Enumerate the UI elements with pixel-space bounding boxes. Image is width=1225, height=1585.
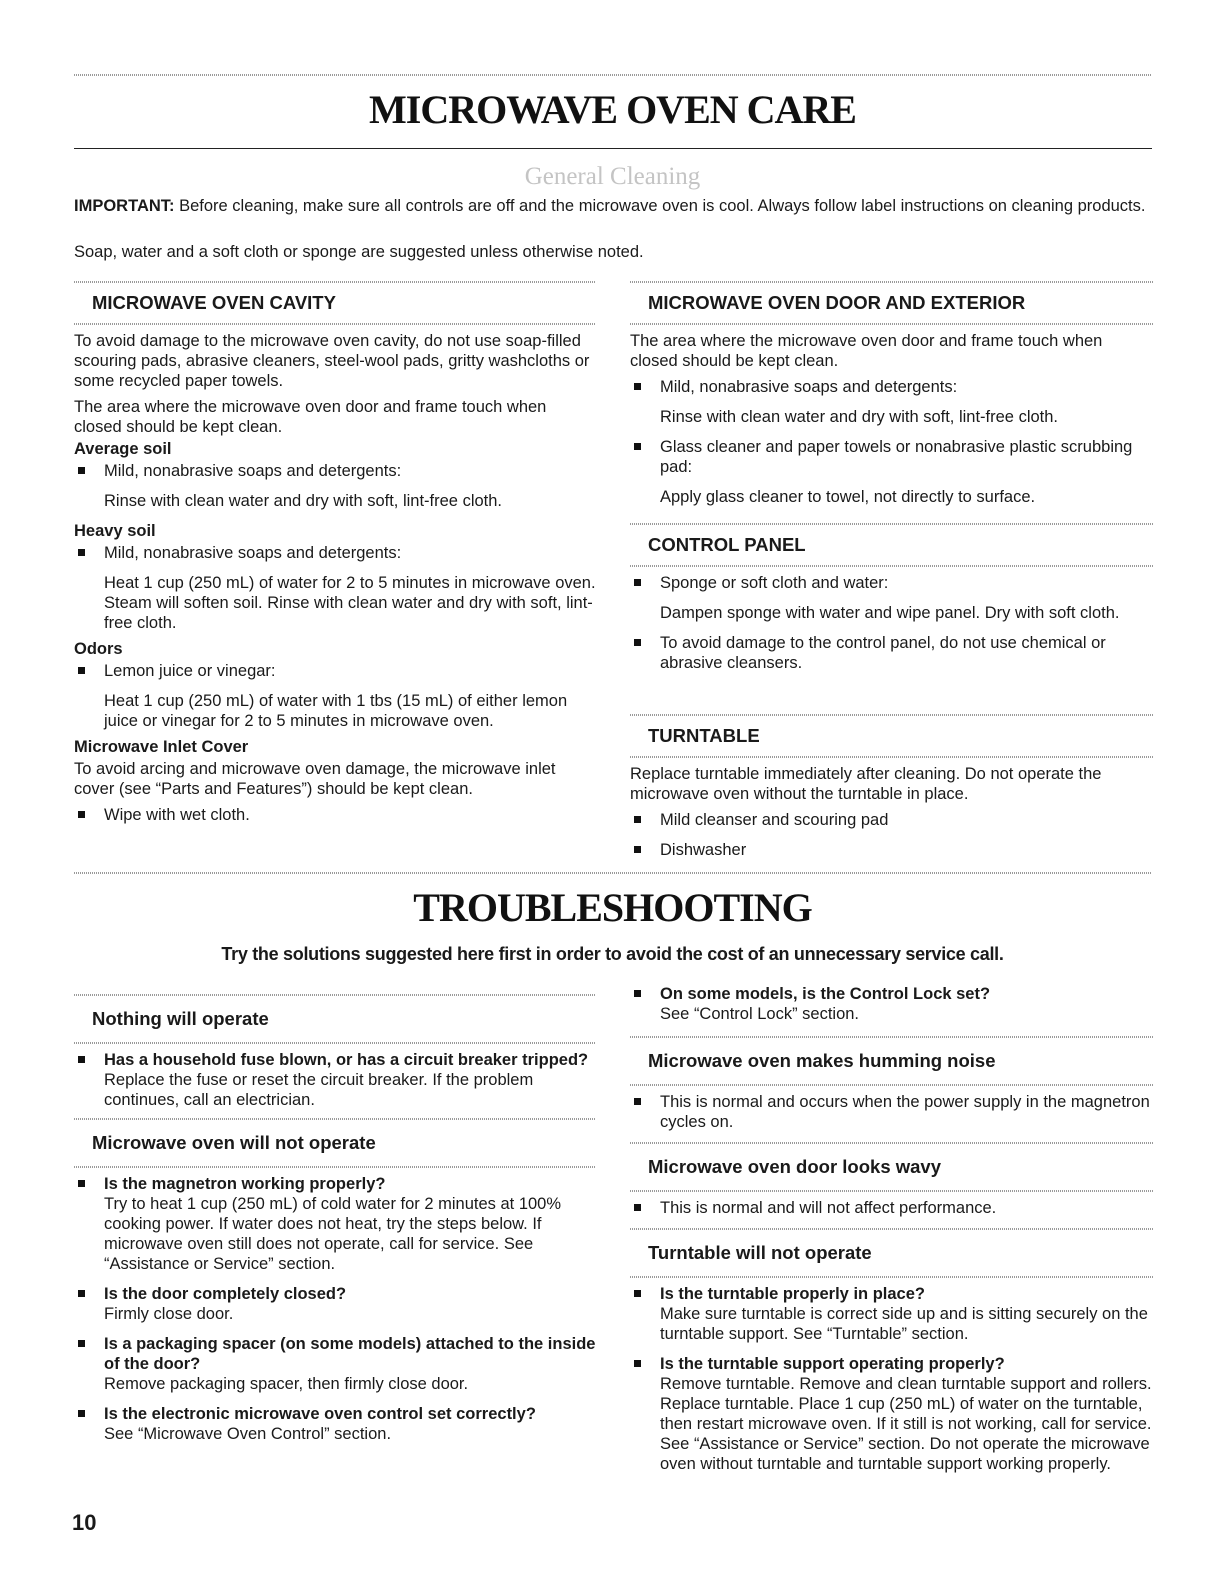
top-dotted-rule [74,74,1152,76]
oven-not-operate-heading: Microwave oven will not operate [74,1126,596,1160]
control-bullet-2: To avoid damage to the control panel, do not use chemical or abrasive cleansers. [630,633,1154,673]
nothing-q1: Has a household fuse blown, or has a circuit breaker tripped? [104,1051,589,1069]
wavy-heading: Microwave oven door looks wavy [630,1150,1154,1184]
turntable-q2: Is the turntable support operating properly? [660,1355,1005,1373]
average-soil-detail: Rinse with clean water and dry with soft, lint-free cloth. [104,492,503,510]
turntable-q1: Is the turntable properly in place? [660,1285,925,1303]
important-note [74,196,1154,216]
door-detail-1: Rinse with clean water and dry with soft, lint-free cloth. [660,408,1059,426]
inlet-cover-label: Microwave Inlet Cover [74,738,249,756]
door-bullet-2: Glass cleaner and paper towels or nonabrasive plastic scrubbing pad: [630,437,1154,477]
control-panel-section [630,523,1154,679]
trouble-right-column [630,984,1154,1484]
heavy-soil-bullet: Mild, nonabrasive soaps and detergents: [74,543,596,563]
door-bullet-1: Mild, nonabrasive soaps and detergents: [630,377,1154,397]
heavy-soil-label: Heavy soil [74,522,156,540]
page-number: 10 [72,1510,97,1535]
control-detail-1: Dampen sponge with water and wipe panel. Dry with soft cloth. [660,604,1120,622]
nothing-q1-item [74,1050,596,1110]
control-panel-heading: CONTROL PANEL [630,529,1154,561]
notop-q4-item [74,1404,596,1444]
general-cleaning-subtitle: General Cleaning [524,163,701,190]
lock-a1: See “Control Lock” section. [660,1005,860,1023]
turntable-a2: Remove turntable. Remove and clean turntable support and rollers. Replace turntable. Place 1 cup (250 mL) of water on the turntable, then restart microwave oven. If it still is not working, call for service. See “Assistance or Service” section. Do not operate the microwave oven without turntable and turntable support working properly. [660,1375,1152,1473]
odors-detail: Heat 1 cup (250 mL) of water with 1 tbs (15 mL) of either lemon juice or vinegar for 2 to 5 minutes in microwave oven. [104,692,568,730]
door-detail-2: Apply glass cleaner to towel, not directly to surface. [660,488,1036,506]
notop-q1: Is the magnetron working properly? [104,1175,386,1193]
wavy-bullet: This is normal and will not affect performance. [630,1198,1154,1218]
notop-q2-item [74,1284,596,1324]
care-title: MICROWAVE OVEN CARE [369,87,856,132]
trouble-left-column [74,994,596,1454]
inlet-cover-text: To avoid arcing and microwave oven damage, the microwave inlet cover (see “Parts and Features”) should be kept clean. [74,760,556,798]
turntable-care-intro: Replace turntable immediately after cleaning. Do not operate the microwave oven without the turntable in place. [630,765,1102,803]
important-text: Before cleaning, make sure all controls are off and the microwave oven is cool. Always follow label instructions on cleaning products. [174,197,1146,215]
cavity-intro-2: The area where the microwave oven door and frame touch when closed should be kept clean. [74,398,547,436]
troubleshooting-tagline: Try the solutions suggested here first in order to avoid the cost of an unnecessary service call. [221,944,1004,964]
turntable-care-heading: TURNTABLE [630,720,1154,752]
inlet-cover-bullet: Wipe with wet cloth. [74,805,596,825]
notop-q4: Is the electronic microwave oven control set correctly? [104,1405,536,1423]
notop-a3: Remove packaging spacer, then firmly close door. [104,1375,469,1393]
important-label: IMPORTANT: [74,197,175,215]
control-bullet-1: Sponge or soft cloth and water: [630,573,1154,593]
cavity-intro-1: To avoid damage to the microwave oven cavity, do not use soap-filled scouring pads, abrasive cleaners, steel-wool pads, gritty washcloths or some recycled paper towels. [74,332,590,390]
notop-q3-item [74,1334,596,1394]
notop-a2: Firmly close door. [104,1305,234,1323]
average-soil-bullet: Mild, nonabrasive soaps and detergents: [74,461,596,481]
lock-q1: On some models, is the Control Lock set? [660,985,991,1003]
cavity-section [74,281,596,831]
mid-dotted-rule [74,872,1152,874]
door-intro: The area where the microwave oven door and frame touch when closed should be kept clean. [630,332,1103,370]
troubleshooting-title: TROUBLESHOOTING [413,885,812,930]
nothing-a1: Replace the fuse or reset the circuit breaker. If the problem continues, call an electrician. [104,1071,534,1109]
odors-label: Odors [74,640,123,658]
nothing-operate-heading: Nothing will operate [74,1002,596,1036]
heavy-soil-detail: Heat 1 cup (250 mL) of water for 2 to 5 minutes in microwave oven. Steam will soften soil. Rinse with clean water and dry with soft, lint-free cloth. [104,574,596,632]
notop-q2: Is the door completely closed? [104,1285,347,1303]
odors-bullet: Lemon juice or vinegar: [74,661,596,681]
notop-q3: Is a packaging spacer (on some models) attached to the inside of the door? [104,1335,596,1373]
notop-a1: Try to heat 1 cup (250 mL) of cold water for 2 minutes at 100% cooking power. If water does not heat, try the steps below. If microwave oven still does not operate, call for service. See “Assistance or Service” section. [104,1195,562,1273]
turntable-q1-item [630,1284,1154,1344]
humming-bullet: This is normal and occurs when the power supply in the magnetron cycles on. [630,1092,1154,1132]
turntable-not-operate-heading: Turntable will not operate [630,1236,1154,1270]
turntable-care-bullet-2: Dishwasher [630,840,1154,860]
door-section [630,281,1154,513]
turntable-q2-item [630,1354,1154,1474]
cavity-heading: MICROWAVE OVEN CAVITY [74,287,596,319]
turntable-care-section [630,714,1154,866]
average-soil-label: Average soil [74,440,172,458]
turntable-a1: Make sure turntable is correct side up and is sitting securely on the turntable support. See “Turntable” section. [660,1305,1148,1343]
notop-q1-item [74,1174,596,1274]
care-title-rule [74,148,1152,149]
humming-heading: Microwave oven makes humming noise [630,1044,1154,1078]
door-heading: MICROWAVE OVEN DOOR AND EXTERIOR [630,287,1154,319]
notop-a4: See “Microwave Oven Control” section. [104,1425,392,1443]
turntable-care-bullet-1: Mild cleanser and scouring pad [630,810,1154,830]
soap-note: Soap, water and a soft cloth or sponge are suggested unless otherwise noted. [74,243,644,261]
lock-q1-item [630,984,1154,1024]
